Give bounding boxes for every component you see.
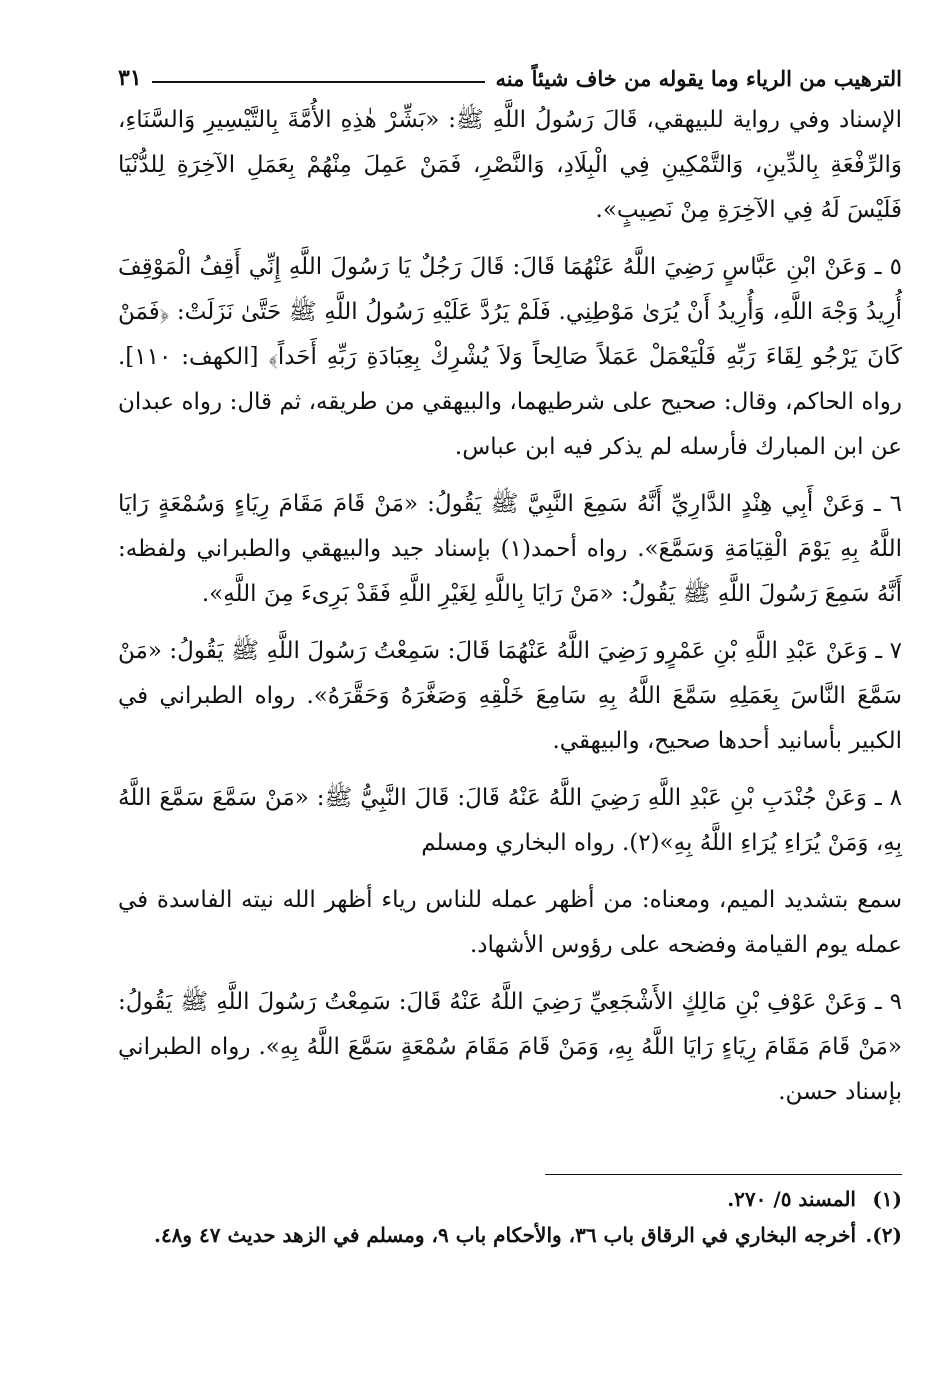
explanation-paragraph: سمع بتشديد الميم، ومعناه: من أظهر عمله للناس رياء أظهر الله نيته الفاسدة في عمله يوم القيامة وفضحه على رؤوس الأشهاد.	[118, 887, 902, 958]
footnote-2	[118, 1218, 902, 1252]
hadith-9: ٩ ـ وَعَنْ عَوْفِ بْنِ مَالِكٍ الأَشْجَعِيِّ رَضِيَ اللَّهُ عَنْهُ قَالَ: سَمِعْتُ رَسُولَ اللَّهِ ﷺ يَقُولُ: «مَنْ قَامَ مَقَامَ رِيَاءٍ رَايَا اللَّهُ بِهِ، وَمَنْ قَامَ مَقَامَ سُمْعَةٍ سَمَّعَ اللَّهُ بِهِ». رواه الطبراني بإسناد حسن.	[118, 989, 902, 1105]
hadith-5: ٥ ـ وَعَنْ ابْنِ عَبَّاسٍ رَضِيَ اللَّهُ عَنْهُمَا قَالَ: قَالَ رَجُلٌ يَا رَسُولَ اللَّهِ إِنِّي أَقِفُ الْمَوْقِفَ أُرِيدُ وَجْهَ اللَّهِ، وَأُرِيدُ أَنْ يُرَىٰ مَوْطِنِي. فَلَمْ يَرُدَّ عَلَيْهِ رَسُولُ اللَّهِ ﷺ حَتَّىٰ نَزَلَتْ: ﴿فَمَنْ كَانَ يَرْجُو لِقَاءَ رَبِّهِ فَلْيَعْمَلْ عَمَلاً صَالِحاً وَلاَ يُشْرِكْ بِعِبَادَةِ رَبِّهِ أَحَداً﴾ [الكهف: ١١٠]. رواه الحاكم، وقال: صحيح على شرطيهما، والبيهقي من طريقه، ثم قال: رواه عبدان عن ابن المبارك فأرسله لم يذكر فيه ابن عباس.	[118, 254, 902, 460]
header-title: الترهيب من الرياء وما يقوله من خاف شيئاً منه	[495, 65, 902, 91]
page-body	[118, 58, 902, 1115]
hadith-8: ٨ ـ وَعَنْ جُنْدَبِ بْنِ عَبْدِ اللَّهِ رَضِيَ اللَّهُ عَنْهُ قَالَ: قَالَ النَّبِيُّ ﷺ: «مَنْ سَمَّعَ سَمَّعَ اللَّهُ بِهِ، وَمَنْ يُرَاءِ يُرَاءِ اللَّهُ بِهِ»(٢). رواه البخاري ومسلم	[118, 785, 902, 856]
footnote-1	[118, 1182, 902, 1216]
paragraph-continuation: الإسناد وفي رواية للبيهقي، قَالَ رَسُولُ اللَّهِ ﷺ: «بَشِّرْ هٰذِهِ الأُمَّةَ بِالتَّيْسِيرِ وَالسَّنَاءِ، وَالرِّفْعَةِ بِالدِّينِ، وَالتَّمْكِينِ فِي الْبِلَادِ، وَالنَّصْرِ، فَمَنْ عَمِلَ مِنْهُمْ بِعَمَلِ الآخِرَةِ لِلدُّنْيَا فَلَيْسَ لَهُ فِي الآخِرَةِ مِنْ نَصِيبٍ».	[118, 107, 902, 223]
page-number: ٣١	[118, 65, 142, 91]
footnote-number: (٢).	[865, 1223, 902, 1247]
footnote-text: أخرجه البخاري في الرقاق باب ٣٦، والأحكام باب ٩، ومسلم في الزهد حديث ٤٧ و٤٨.	[153, 1223, 856, 1247]
hadith-7: ٧ ـ وَعَنْ عَبْدِ اللَّهِ بْنِ عَمْرٍو رَضِيَ اللَّهُ عَنْهُمَا قَالَ: سَمِعْتُ رَسُولَ اللَّهِ ﷺ يَقُولُ: «مَنْ سَمَّعَ النَّاسَ بِعَمَلِهِ سَمَّعَ اللَّهُ بِهِ سَامِعَ خَلْقِهِ وَصَغَّرَهُ وَحَقَّرَهُ». رواه الطبراني في الكبير بأسانيد أحدها صحيح، والبيهقي.	[118, 638, 902, 754]
footnotes	[118, 1180, 902, 1254]
header-rule	[152, 81, 486, 83]
hadith-6: ٦ ـ وَعَنْ أَبِي هِنْدٍ الدَّارِيِّ أَنَّهُ سَمِعَ النَّبِيَّ ﷺ يَقُولُ: «مَنْ قَامَ مَقَامَ رِيَاءٍ وَسُمْعَةٍ رَايَا اللَّهُ بِهِ يَوْمَ الْقِيَامَةِ وَسَمَّعَ». رواه أحمد(١) بإسناد جيد والبيهقي والطبراني ولفظه: أَنَّهُ سَمِعَ رَسُولَ اللَّهِ ﷺ يَقُولُ: «مَنْ رَايَا بِاللَّهِ لِغَيْرِ اللَّهِ فَقَدْ بَرِىءَ مِنَ اللَّهِ».	[118, 491, 902, 607]
footnote-text: المسند ٥/ ٢٧٠.	[727, 1187, 856, 1211]
footnote-number: (١)	[872, 1187, 902, 1211]
running-header	[118, 58, 902, 98]
footnote-separator	[545, 1174, 902, 1175]
